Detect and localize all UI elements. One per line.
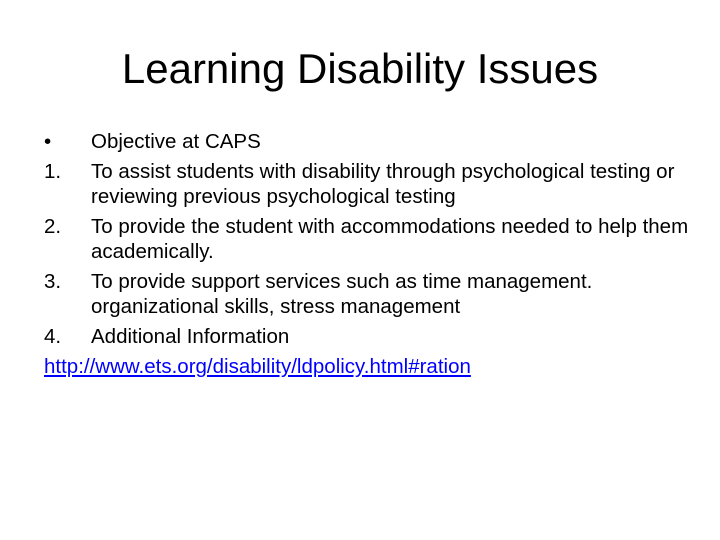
- item-text: Additional Information: [91, 325, 290, 348]
- item-text: To provide support services such as time management. organizational skills, stress management: [91, 270, 593, 318]
- numbered-item-1: [44, 159, 704, 209]
- bullet-marker: •: [44, 130, 52, 153]
- slide-body: [44, 129, 704, 379]
- slide-title: Learning Disability Issues: [121, 45, 599, 92]
- link-line: [44, 354, 704, 379]
- item-text: To assist students with disability through psychological testing or reviewing previous psychological testing: [91, 160, 675, 208]
- numbered-item-4: [44, 324, 704, 349]
- number-marker: 4.: [44, 325, 62, 348]
- bullet-item-objective: [44, 129, 704, 154]
- number-marker: 3.: [44, 270, 62, 293]
- number-marker: 2.: [44, 215, 62, 238]
- item-text: To provide the student with accommodations needed to help them academically.: [91, 215, 689, 263]
- numbered-item-3: [44, 269, 704, 319]
- bullet-text: Objective at CAPS: [91, 130, 261, 153]
- number-marker: 1.: [44, 160, 62, 183]
- ets-policy-link[interactable]: http://www.ets.org/disability/ldpolicy.html#ration: [44, 355, 471, 378]
- numbered-item-2: [44, 214, 704, 264]
